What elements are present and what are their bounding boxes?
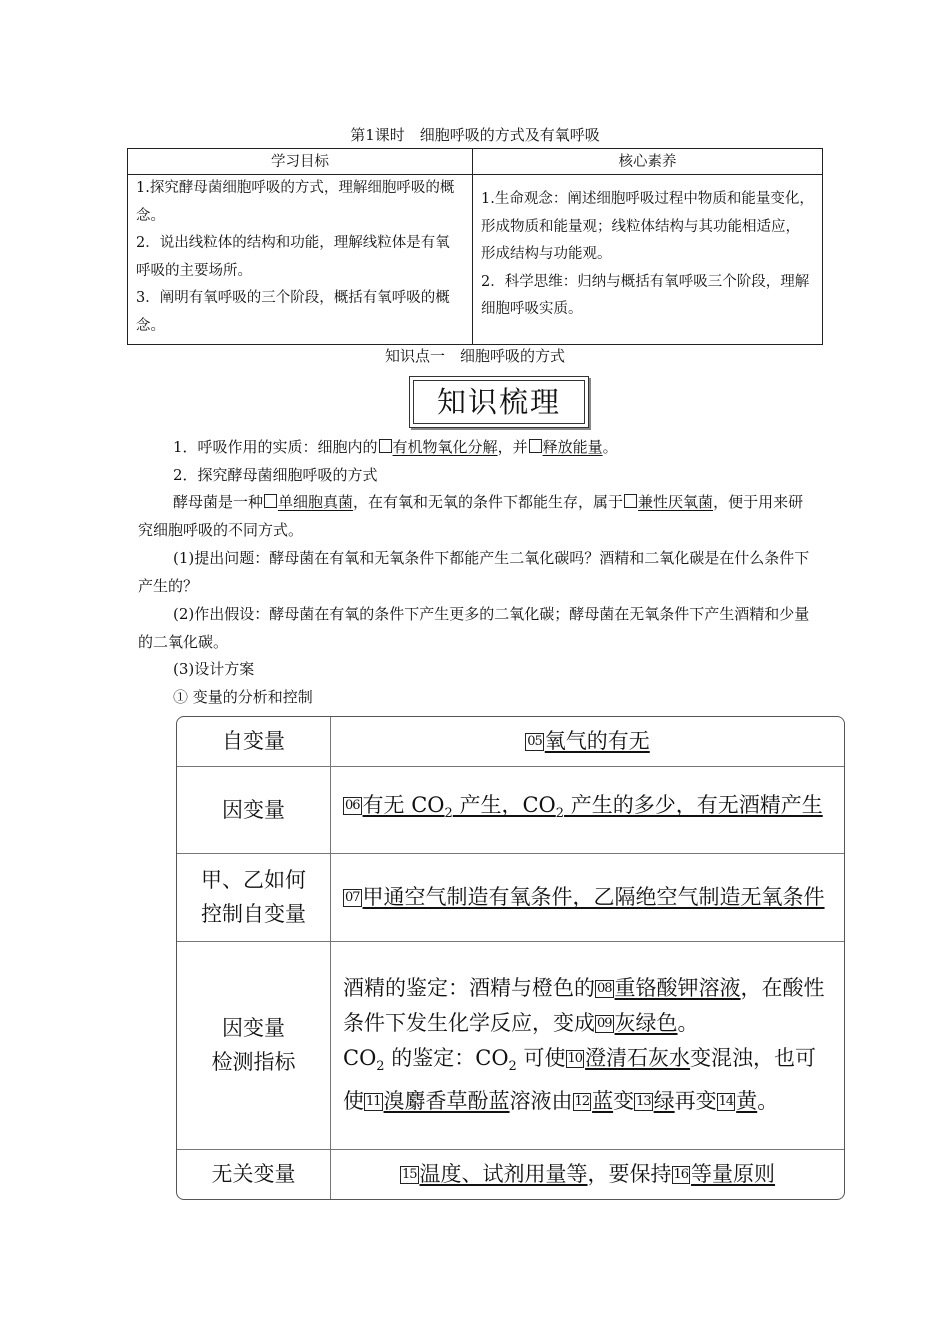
- knowledge-point-heading: 知识点一 细胞呼吸的方式: [384, 347, 565, 365]
- paragraph-6: (3)设计方案: [173, 660, 255, 678]
- answer-blank: 甲通空气制造有氧条件，乙隔绝空气制造无氧条件: [362, 884, 825, 909]
- answer-blank: 重铬酸钾溶液: [614, 975, 741, 1000]
- answer-number: 05: [527, 733, 542, 749]
- objectives-header-right: 核心素养: [473, 149, 823, 175]
- section-banner-label: 知识梳理: [413, 380, 585, 424]
- blank-box-icon: [624, 494, 637, 508]
- answer-blank: 等量原则: [691, 1161, 776, 1186]
- answer-number: 15: [401, 1166, 417, 1182]
- answer-blank: 有无 $CO_2$ 产生，$CO_2$ 产生的多少，有无酒精产生: [362, 792, 823, 822]
- row-value-independent: [331, 717, 845, 766]
- core-literacy-2: 2．科学思维：归纳与概括有氧呼吸三个阶段，理解细胞呼吸实质。: [481, 273, 810, 317]
- answer-number: 16: [673, 1166, 689, 1182]
- blank-box-icon: [379, 439, 392, 453]
- row-label-dependent: 因变量: [177, 766, 331, 853]
- paragraph-4: (1)提出问题：酵母菌在有氧和无氧条件下都能产生二氧化碳吗？酒精和二氧化碳是在什么条件下产生的？: [138, 549, 810, 595]
- page-title: 第1课时 细胞呼吸的方式及有氧呼吸: [350, 126, 600, 144]
- answer-number: 06: [345, 797, 360, 813]
- answer-number: 10: [567, 1050, 583, 1066]
- answer-blank: 兼性厌氧菌: [638, 493, 714, 511]
- paragraph-3: 酵母菌是一种 单细胞真菌，在有氧和无氧的条件下都能生存，属于 兼性厌氧菌，便于用来研究细胞呼吸的不同方式。: [138, 493, 804, 539]
- answer-blank: 溴麝香草酚蓝: [383, 1089, 510, 1114]
- answer-number: 12: [574, 1094, 590, 1110]
- learning-objective-3: 3．阐明有氧呼吸的三个阶段，概括有氧呼吸的概念。: [136, 290, 450, 334]
- answer-blank: 黄: [736, 1089, 758, 1114]
- answer-blank: 绿: [653, 1089, 675, 1114]
- paragraph-7: ① 变量的分析和控制: [173, 688, 313, 706]
- answer-blank: 氧气的有无: [544, 728, 650, 753]
- row-label-independent: 自变量: [177, 717, 331, 766]
- answer-blank: 灰绿色: [614, 1010, 678, 1035]
- answer-number: 11: [366, 1094, 381, 1110]
- objectives-header-left: 学习目标: [128, 149, 473, 175]
- answer-blank: 有机物氧化分解: [392, 438, 498, 456]
- answer-blank: 温度、试剂用量等: [419, 1161, 588, 1186]
- paragraph-2: 2．探究酵母菌细胞呼吸的方式: [173, 466, 378, 484]
- answer-blank: 释放能量: [542, 438, 603, 456]
- answer-number: 14: [718, 1094, 734, 1110]
- blank-box-icon: [529, 439, 542, 453]
- answer-blank: 蓝: [592, 1089, 614, 1114]
- objectives-table: [127, 148, 823, 345]
- blank-box-icon: [264, 494, 277, 508]
- paragraph-5: (2)作出假设：酵母菌在有氧的条件下产生更多的二氧化碳；酵母菌在无氧条件下产生酒精和少量的二氧化碳。: [138, 605, 810, 651]
- row-label-control: 甲、乙如何 控制自变量: [177, 853, 331, 941]
- learning-objective-1: 1.探究酵母菌细胞呼吸的方式，理解细胞呼吸的概念。: [136, 180, 455, 224]
- learning-objective-2: 2．说出线粒体的结构和功能，理解线粒体是有氧呼吸的主要场所。: [136, 235, 450, 279]
- row-value-dependent: [331, 766, 845, 853]
- row-value-control: [331, 853, 845, 941]
- answer-number: 08: [597, 980, 612, 996]
- learning-objectives-cell: [128, 175, 473, 345]
- core-literacy-cell: [473, 175, 823, 345]
- answer-number: 13: [636, 1094, 651, 1110]
- core-literacy-1: 1.生命观念：阐述细胞呼吸过程中物质和能量变化，形成物质和能量观；线粒体结构与其功能相适应，形成结构与功能观。: [481, 191, 814, 262]
- answer-number: 07: [345, 889, 360, 905]
- answer-blank: 澄清石灰水: [585, 1045, 691, 1070]
- row-value-detection: 酒精的鉴定：酒精与橙色的 08 重铬酸钾溶液，在酸性条件下发生化学反应，变成 09 灰绿色。 $CO_2$ 的鉴定：$CO_2$ 可使 10 澄清石灰水变混浊，也可使 11 溴麝香草酚蓝溶液由 12 蓝变 13 绿再变 14 黄。: [331, 941, 845, 1149]
- variable-table: [176, 716, 845, 1200]
- row-value-irrelevant: 15 温度、试剂用量等，要保持 16 等量原则: [331, 1149, 845, 1199]
- row-label-irrelevant: 无关变量: [177, 1149, 331, 1199]
- row-label-detection: 因变量 检测指标: [177, 941, 331, 1149]
- answer-blank: 单细胞真菌: [278, 493, 354, 511]
- answer-number: 09: [597, 1015, 612, 1031]
- section-banner: [409, 376, 589, 428]
- paragraph-1: 1．呼吸作用的实质：细胞内的 有机物氧化分解，并 释放能量。: [173, 438, 618, 456]
